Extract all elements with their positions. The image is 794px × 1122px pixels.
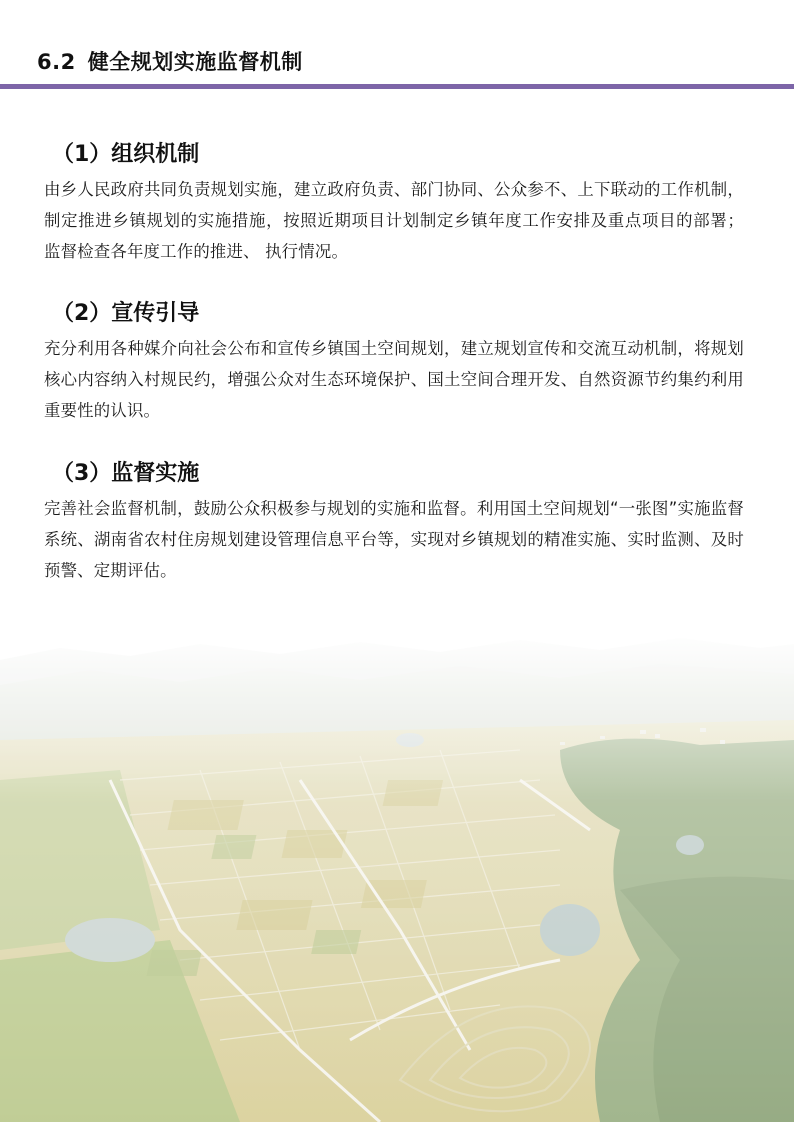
page-title [37, 46, 303, 76]
section-number: 6.2 [37, 50, 76, 74]
section-heading: （1）组织机制 [52, 142, 200, 167]
section-organization [44, 137, 744, 267]
title-divider [0, 84, 794, 89]
section-supervision [44, 456, 744, 586]
section-body: 完善社会监督机制，鼓励公众积极参与规划的实施和监督。利用国土空间规划“一张图”实施监督系统、湖南省农村住房规划建设管理信息平台等，实现对乡镇规划的精准实施、实时监测、及时预警、定期评估。 [44, 499, 744, 580]
section-heading: （2）宣传引导 [52, 301, 200, 326]
section-publicity [44, 296, 744, 426]
page-header [0, 0, 794, 92]
section-heading: （3）监督实施 [52, 461, 200, 486]
aerial-farmland-image [0, 630, 794, 1122]
section-body: 充分利用各种媒介向社会公布和宣传乡镇国土空间规划，建立规划宣传和交流互动机制，将规划核心内容纳入村规民约，增强公众对生态环境保护、国土空间合理开发、自然资源节约集约利用重要性的认识。 [44, 339, 744, 420]
section-title: 健全规划实施监督机制 [87, 50, 303, 74]
section-body: 由乡人民政府共同负责规划实施，建立政府负责、部门协同、公众参不、上下联动的工作机制，制定推进乡镇规划的实施措施，按照近期项目计划制定乡镇年度工作安排及重点项目的部署； 监督检查各年度工作的推进、 执行情况。 [44, 180, 744, 261]
aerial-farmland-illustration [0, 630, 794, 1122]
